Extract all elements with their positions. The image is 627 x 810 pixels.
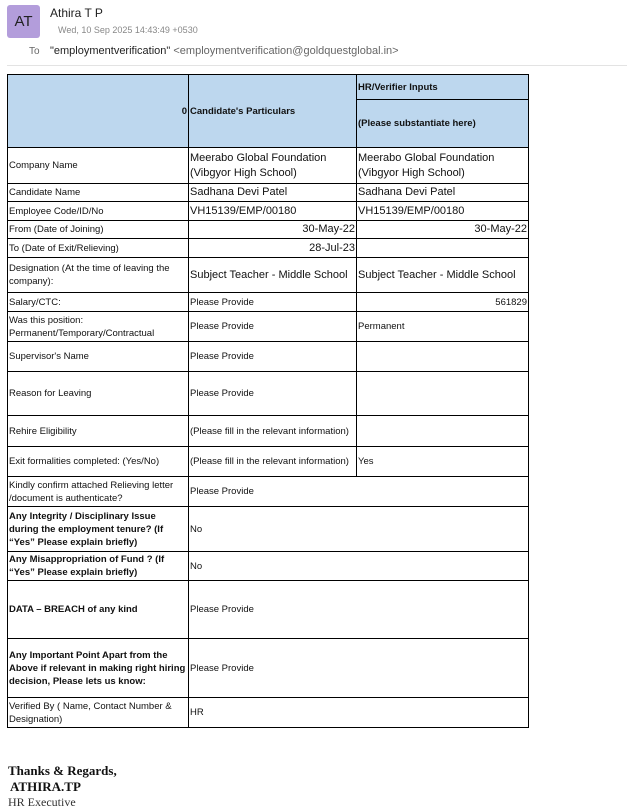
verifier-value: Subject Teacher - Middle School	[357, 258, 529, 293]
row-value: HR	[189, 698, 529, 728]
verifier-value: 561829	[357, 293, 529, 312]
row-label: Designation (At the time of leaving the company):	[8, 258, 189, 293]
table-row	[8, 416, 529, 447]
table-row	[8, 342, 529, 372]
verifier-value: Permanent	[357, 312, 529, 342]
row-label: DATA – BREACH of any kind	[8, 581, 189, 639]
verifier-value: Meerabo Global Foundation (Vibgyor High School)	[357, 148, 529, 184]
header-verifier-sub: (Please substantiate here)	[357, 100, 529, 148]
recipient-address: <employmentverification@goldquestglobal.in>	[173, 45, 399, 57]
header-candidate: Candidate's Particulars	[189, 75, 357, 148]
candidate-value: Please Provide	[189, 312, 357, 342]
candidate-value: Meerabo Global Foundation (Vibgyor High School)	[189, 148, 357, 184]
table-row	[8, 258, 529, 293]
table-row	[8, 372, 529, 416]
table-row	[8, 239, 529, 258]
row-label: Any Important Point Apart from the Above if relevant in making right hiring decision, Please lets us know:	[8, 639, 189, 698]
table-row	[8, 447, 529, 477]
row-label: Exit formalities completed: (Yes/No)	[8, 447, 189, 477]
verifier-value: Yes	[357, 447, 529, 477]
verifier-value: 30-May-22	[357, 221, 529, 239]
row-label: Salary/CTC:	[8, 293, 189, 312]
row-value: Please Provide	[189, 477, 529, 507]
candidate-value: (Please fill in the relevant information)	[189, 416, 357, 447]
candidate-value: (Please fill in the relevant information)	[189, 447, 357, 477]
verification-table	[7, 74, 529, 728]
header-divider	[7, 65, 627, 66]
sender-avatar: AT	[7, 5, 40, 38]
row-value: No	[189, 507, 529, 552]
row-label: Kindly confirm attached Relieving letter /document is authenticate?	[8, 477, 189, 507]
candidate-value: Subject Teacher - Middle School	[189, 258, 357, 293]
row-label: Any Misappropriation of Fund ? (If “Yes” Please explain briefly)	[8, 552, 189, 581]
row-label: Verified By ( Name, Contact Number & Designation)	[8, 698, 189, 728]
verifier-value	[357, 416, 529, 447]
verifier-value: VH15139/EMP/00180	[357, 202, 529, 221]
candidate-value: Sadhana Devi Patel	[189, 184, 357, 202]
candidate-value: 30-May-22	[189, 221, 357, 239]
header-blank-cell: 0	[8, 75, 189, 148]
table-row	[8, 184, 529, 202]
table-row	[8, 698, 529, 728]
row-label: Candidate Name	[8, 184, 189, 202]
signature-closing: Thanks & Regards,	[8, 763, 117, 778]
to-label: To	[29, 46, 40, 57]
candidate-value: Please Provide	[189, 293, 357, 312]
recipient[interactable]	[50, 45, 399, 57]
header-verifier: HR/Verifier Inputs	[357, 75, 529, 100]
table-row	[8, 581, 529, 639]
table-row	[8, 507, 529, 552]
candidate-value: Please Provide	[189, 342, 357, 372]
row-label: Any Integrity / Disciplinary Issue during the employment tenure? (If “Yes” Please explain briefly)	[8, 507, 189, 552]
row-label: Reason for Leaving	[8, 372, 189, 416]
candidate-value: VH15139/EMP/00180	[189, 202, 357, 221]
row-label: Supervisor's Name	[8, 342, 189, 372]
recipient-name: "employmentverification"	[50, 45, 171, 57]
row-value: No	[189, 552, 529, 581]
verifier-value	[357, 372, 529, 416]
table-row	[8, 639, 529, 698]
email-date: Wed, 10 Sep 2025 14:43:49 +0530	[58, 25, 198, 35]
sender-name[interactable]: Athira T P	[50, 6, 103, 20]
row-label: From (Date of Joining)	[8, 221, 189, 239]
table-row	[8, 293, 529, 312]
table-row	[8, 221, 529, 239]
table-row	[8, 148, 529, 184]
table-row	[8, 552, 529, 581]
row-value: Please Provide	[189, 639, 529, 698]
verifier-value	[357, 342, 529, 372]
row-label: Company Name	[8, 148, 189, 184]
verifier-value: Sadhana Devi Patel	[357, 184, 529, 202]
row-label: Was this position: Permanent/Temporary/Contractual	[8, 312, 189, 342]
row-label: To (Date of Exit/Relieving)	[8, 239, 189, 258]
row-value: Please Provide	[189, 581, 529, 639]
candidate-value: Please Provide	[189, 372, 357, 416]
table-row	[8, 312, 529, 342]
candidate-value: 28-Jul-23	[189, 239, 357, 258]
row-label: Rehire Eligibility	[8, 416, 189, 447]
table-row	[8, 202, 529, 221]
verifier-value	[357, 239, 529, 258]
row-label: Employee Code/ID/No	[8, 202, 189, 221]
signature-title: HR Executive	[8, 795, 76, 809]
signature-name: ATHIRA.TP	[10, 779, 81, 794]
signature	[8, 763, 117, 810]
table-row	[8, 477, 529, 507]
